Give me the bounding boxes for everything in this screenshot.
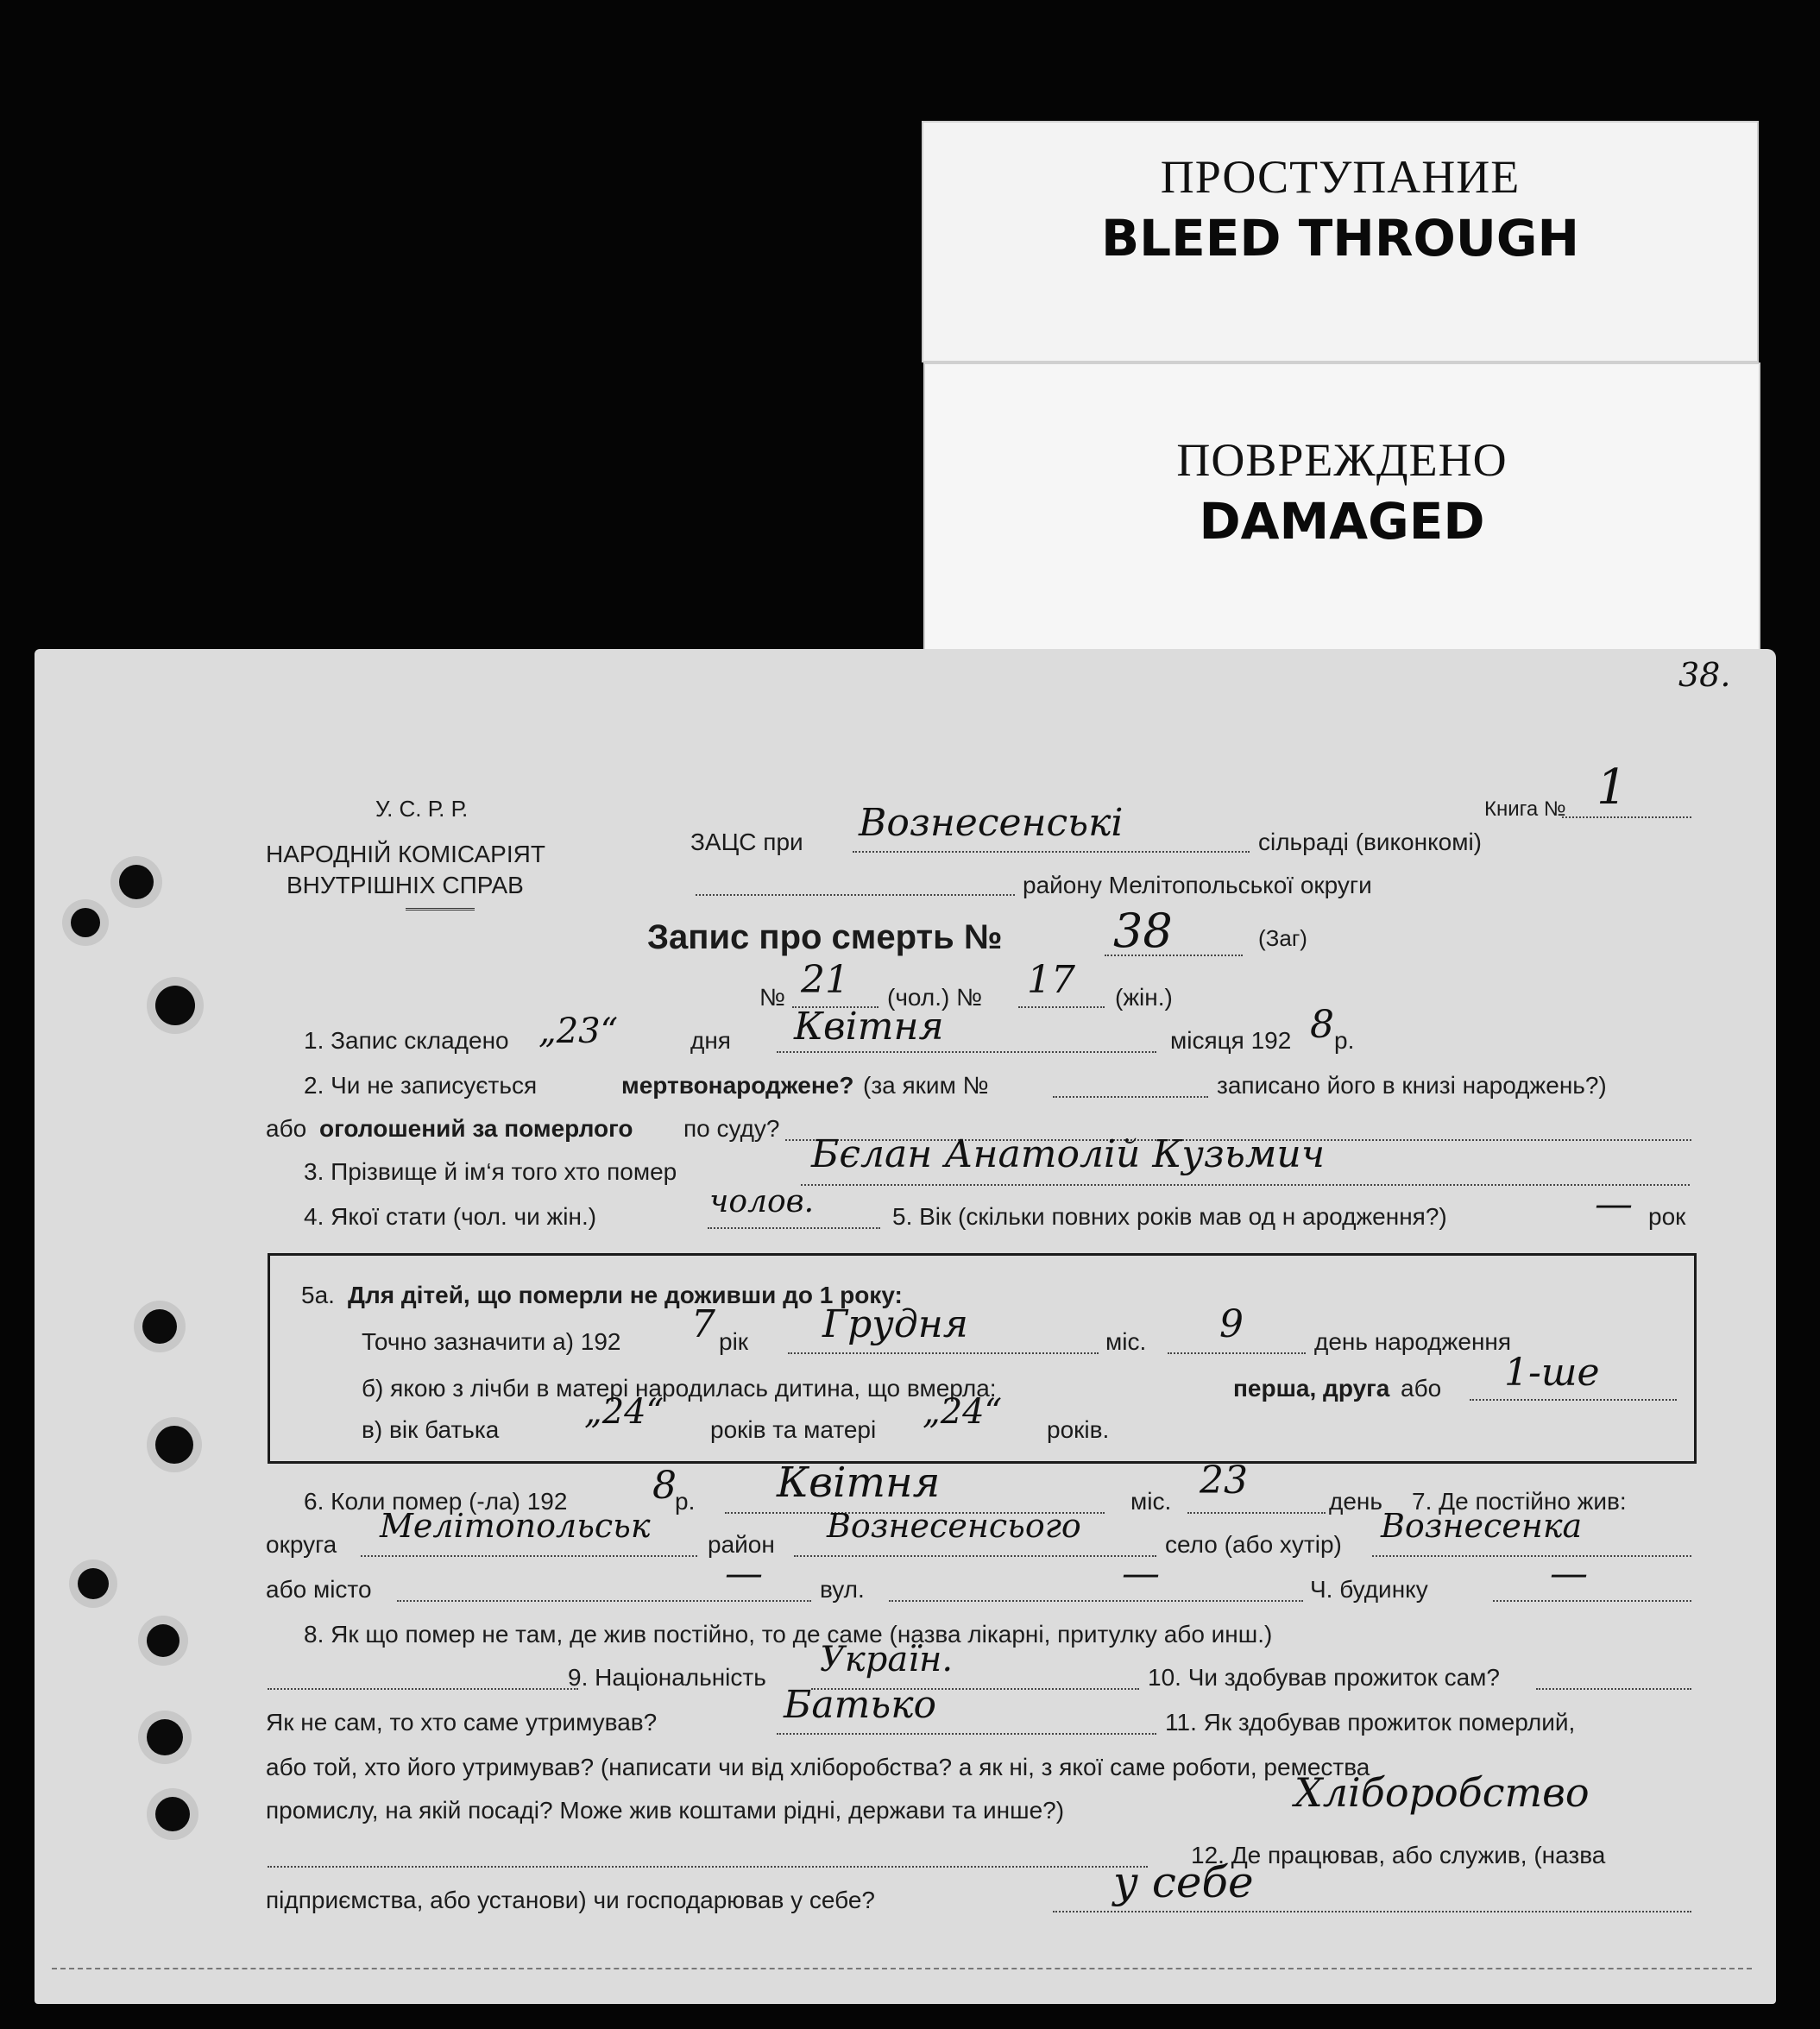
f10-line	[1536, 1688, 1691, 1690]
f11-line	[268, 1866, 1148, 1868]
damaged-target-card	[923, 362, 1760, 656]
f7-label: 7. Де постійно жив:	[1412, 1488, 1627, 1515]
vul-label: вул.	[820, 1576, 865, 1603]
punch-hole	[71, 908, 100, 937]
f2-b: мертвонароджене?	[621, 1072, 854, 1099]
f12-b: підприємства, або установи) чи господарював у себе?	[266, 1887, 876, 1913]
f1-year: 8	[1310, 1003, 1334, 1047]
card-label-en: BLEED THROUGH	[1100, 209, 1580, 268]
f6-month: Квітня	[777, 1459, 941, 1507]
children-c-mid: років та матері	[710, 1416, 877, 1443]
okruha-line	[361, 1555, 697, 1557]
bleed-through-target-card	[922, 121, 1759, 362]
zags-prefix: ЗАЦС при	[690, 829, 803, 855]
f9-value: Україн.	[820, 1640, 954, 1679]
f6-r: р.	[675, 1488, 696, 1515]
f2-g: по суду?	[683, 1115, 780, 1142]
zags-line	[853, 851, 1250, 853]
children-a-rik: рік	[719, 1328, 749, 1355]
misto-label: або місто	[266, 1576, 372, 1603]
f5-unit: рок	[1648, 1203, 1686, 1230]
male-suffix: (чол.) №	[887, 984, 983, 1011]
f8-line	[268, 1688, 578, 1690]
children-b-or: або	[1401, 1375, 1442, 1402]
page-number: 38.	[1678, 656, 1731, 694]
f4-value: чолов.	[709, 1184, 815, 1219]
f12-line	[1053, 1911, 1691, 1912]
f3-value: Бєлан Анатолій Кузьмич	[811, 1132, 1326, 1176]
children-b-line	[1470, 1399, 1677, 1401]
punch-hole	[142, 1309, 177, 1344]
punch-hole	[155, 1797, 190, 1831]
punch-hole	[155, 1426, 193, 1464]
f6-den: день	[1329, 1488, 1382, 1515]
f2-line	[1053, 1096, 1208, 1098]
children-a-day: 9	[1219, 1302, 1244, 1346]
district-label: району Мелітопольської округи	[1023, 872, 1372, 898]
vul-value: —	[1122, 1552, 1160, 1596]
children-section-box	[268, 1253, 1697, 1464]
f1-day-word: дня	[690, 1027, 731, 1054]
f10-label: 10. Чи здобував прожиток сам?	[1148, 1664, 1500, 1691]
f11-b: або той, хто його утримував? (написати чи від хліборобства? а як ні, з якої саме роботи, ремества	[266, 1754, 1370, 1780]
f4-line	[708, 1227, 880, 1229]
f1-month: Квітня	[794, 1005, 944, 1049]
f2-e: або	[266, 1115, 307, 1142]
f2-a: 2. Чи не записується	[304, 1072, 538, 1099]
card-label-ru: ПОВРЕЖДЕНО	[1176, 434, 1508, 486]
f2-c: (за яким №	[863, 1072, 989, 1099]
children-title-num: 5а.	[301, 1282, 335, 1308]
record-number-line	[1105, 955, 1243, 956]
punch-hole	[147, 1624, 179, 1657]
children-a-day-line	[1168, 1352, 1306, 1354]
children-c-tail: років.	[1047, 1416, 1110, 1443]
f5-value: —	[1595, 1182, 1633, 1226]
children-c-label: в) вік батька	[362, 1416, 500, 1443]
okruha-label: округа	[266, 1531, 337, 1558]
f11-value: Хліборобство	[1294, 1769, 1590, 1816]
f6-day-line	[1187, 1512, 1326, 1514]
okruha-value: Мелітопольськ	[380, 1507, 651, 1545]
f10b-value: Батько	[784, 1683, 937, 1727]
punch-hole	[78, 1568, 109, 1599]
book-label: Книга №	[1484, 797, 1566, 821]
commissariat-line2: ВНУТРІШНІХ СПРАВ	[287, 872, 524, 898]
record-suffix: (Заг)	[1258, 925, 1307, 951]
raion-label: район	[708, 1531, 775, 1558]
book-line	[1562, 816, 1691, 818]
f2-d: записано його в книзі народжень?)	[1217, 1072, 1607, 1099]
children-a-label: Точно зазначити а) 192	[362, 1328, 621, 1355]
card-label-en: DAMAGED	[1199, 492, 1485, 551]
f12-value: у себе	[1113, 1857, 1254, 1907]
f6-mis: міс.	[1130, 1488, 1172, 1515]
f1-month-line	[777, 1051, 1156, 1053]
district-line	[696, 894, 1015, 896]
children-a-mis: міс.	[1105, 1328, 1147, 1355]
children-a-month: Грудня	[822, 1302, 968, 1346]
vul-line	[889, 1600, 1303, 1602]
ussr-label: У. С. Р. Р.	[375, 796, 469, 822]
f2-f: оголошений за померлого	[319, 1115, 633, 1142]
budynok-label: Ч. будинку	[1310, 1576, 1428, 1603]
children-a-month-line	[788, 1352, 1099, 1354]
selo-value: Вознесенка	[1381, 1507, 1583, 1545]
children-c-mother: „24“	[923, 1392, 1003, 1432]
f1-label: 1. Запис складено	[304, 1027, 509, 1054]
card-label-ru: ПРОСТУПАНИЕ	[1160, 151, 1521, 203]
record-number: 38	[1113, 904, 1173, 958]
f12-a: 12. Де працював, або служив, (назва	[1191, 1842, 1606, 1868]
f6-day: 23	[1200, 1459, 1248, 1503]
f5-label: 5. Вік (скільки повних років мав од н ародження?)	[892, 1203, 1447, 1230]
budynok-value: —	[1550, 1552, 1588, 1596]
f3-label: 3. Прізвище й ім‘я того хто помер	[304, 1158, 677, 1185]
female-number: 17	[1027, 958, 1075, 1002]
female-suffix: (жін.)	[1115, 984, 1173, 1011]
f3-line	[801, 1184, 1690, 1186]
zags-suffix: сільраді (виконкомі)	[1258, 829, 1482, 855]
f10b-line	[777, 1733, 1156, 1735]
selo-line	[1372, 1555, 1691, 1557]
f1-r: р.	[1334, 1027, 1355, 1054]
header-divider	[406, 908, 475, 911]
record-title: Запис про смерть №	[647, 918, 1003, 956]
children-a-year: 7	[691, 1302, 715, 1346]
f4-label: 4. Якої стати (чол. чи жін.)	[304, 1203, 597, 1230]
zags-value: Вознесенські	[859, 801, 1124, 845]
male-number: 21	[801, 958, 849, 1002]
f11-c: промислу, на якій посаді? Може жив коштами рідні, держави та инше?)	[266, 1797, 1065, 1824]
raion-line	[794, 1555, 1156, 1557]
children-b-label: б) якою з лічби в матері народилась дитина, що вмерла:	[362, 1375, 997, 1402]
children-b-value: 1-ше	[1504, 1351, 1600, 1395]
children-title: Для дітей, що померли не доживши до 1 року:	[348, 1282, 903, 1308]
commissariat-line1: НАРОДНІЙ КОМІСАРІЯТ	[266, 841, 545, 867]
children-b-bold: перша, друга	[1233, 1375, 1390, 1402]
f8-label: 8. Як що помер не там, де жив постійно, то де саме (назва лікарні, притулку або инш.)	[304, 1621, 1273, 1648]
misto-line	[397, 1600, 811, 1602]
perforation-line	[52, 1968, 1752, 1969]
f10b-label: Як не сам, то хто саме утримував?	[266, 1709, 658, 1736]
f1-month-word: місяця 192	[1170, 1027, 1292, 1054]
f6-label: 6. Коли помер (-ла) 192	[304, 1488, 568, 1515]
misto-value: —	[725, 1552, 763, 1596]
f9-label: 9. Національність	[568, 1664, 766, 1691]
female-line	[1018, 1006, 1105, 1008]
children-a-tail: день народження	[1314, 1328, 1512, 1355]
raion-value: Вознесенсього	[827, 1507, 1081, 1545]
punch-hole	[155, 986, 195, 1025]
punch-hole	[147, 1719, 183, 1755]
male-label: №	[759, 984, 786, 1011]
selo-label: село (або хутір)	[1165, 1531, 1342, 1558]
f1-day: „23“	[538, 1011, 619, 1051]
f6-year: 8	[652, 1464, 677, 1508]
f11-a: 11. Як здобував прожиток померлий,	[1165, 1709, 1576, 1736]
punch-hole	[119, 865, 154, 899]
budynok-line	[1493, 1600, 1691, 1602]
children-c-father: „24“	[584, 1392, 664, 1432]
book-value: 1	[1596, 759, 1628, 816]
death-record-form	[35, 649, 1776, 2004]
